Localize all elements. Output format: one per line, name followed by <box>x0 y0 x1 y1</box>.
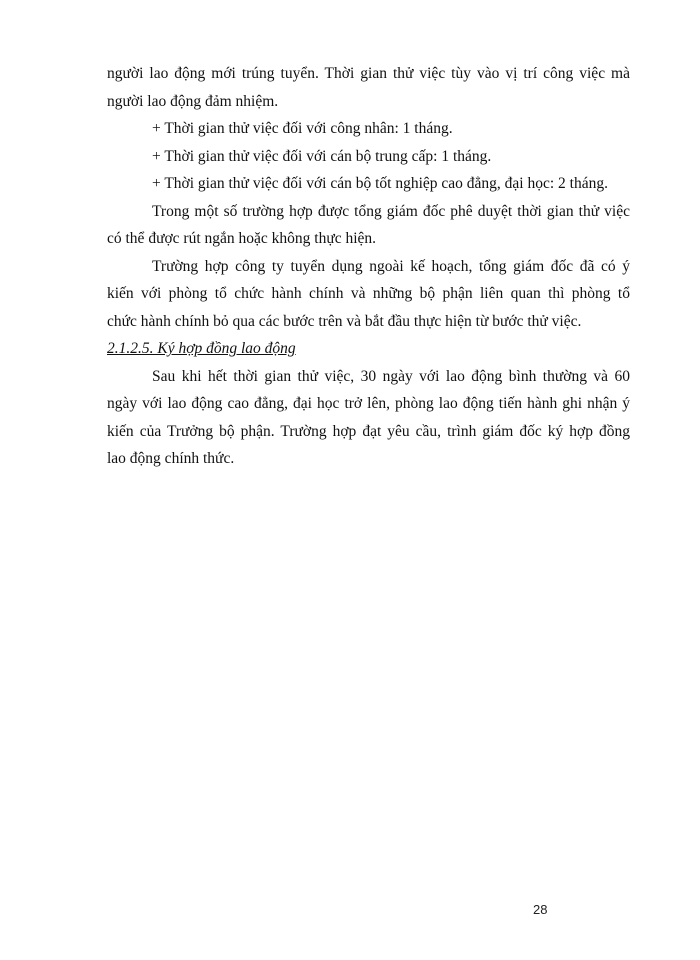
paragraph-4-line-1: Sau khi hết thời gian thử việc, 30 ngày với lao động bình thường và 60 <box>152 367 630 385</box>
paragraph-3-line-1: Trường hợp công ty tuyển dụng ngoài kế hoạch, tổng giám đốc đã có ý <box>152 257 630 275</box>
paragraph-4-line-4: lao động chính thức. <box>107 450 235 467</box>
paragraph-2-line-2: có thể được rút ngắn hoặc không thực hiện. <box>107 230 377 247</box>
paragraph-1-line-1: người lao động mới trúng tuyển. Thời gian thử việc tùy vào vị trí công việc mà <box>107 65 630 82</box>
bullet-item-1: + Thời gian thử việc đối với công nhân: 1 tháng. <box>152 120 453 137</box>
paragraph-4-line-3: kiến của Trưởng bộ phận. Trường hợp đạt yêu cầu, trình giám đốc ký hợp đồng <box>107 422 630 440</box>
section-heading: 2.1.2.5. Ký hợp đồng lao động <box>107 340 296 357</box>
bullet-item-3: + Thời gian thử việc đối với cán bộ tốt nghiệp cao đẳng, đại học: 2 tháng. <box>152 175 608 192</box>
paragraph-4-line-2: ngày với lao động cao đẳng, đại học trở lên, phòng lao động tiến hành ghi nhận ý <box>107 395 630 412</box>
page-number: 28 <box>533 902 548 917</box>
paragraph-2-line-1: Trong một số trường hợp được tổng giám đốc phê duyệt thời gian thử việc <box>152 202 630 220</box>
paragraph-1-line-2: người lao động đảm nhiệm. <box>107 92 279 110</box>
body-text <box>107 60 630 473</box>
bullet-item-2: + Thời gian thử việc đối với cán bộ trung cấp: 1 tháng. <box>152 147 492 165</box>
paragraph-3-line-3: chức hành chính bỏ qua các bước trên và bắt đầu thực hiện từ bước thử việc. <box>107 312 582 330</box>
paragraph-3-line-2: kiến với phòng tổ chức hành chính và những bộ phận liên quan thì phòng tổ <box>107 285 630 302</box>
